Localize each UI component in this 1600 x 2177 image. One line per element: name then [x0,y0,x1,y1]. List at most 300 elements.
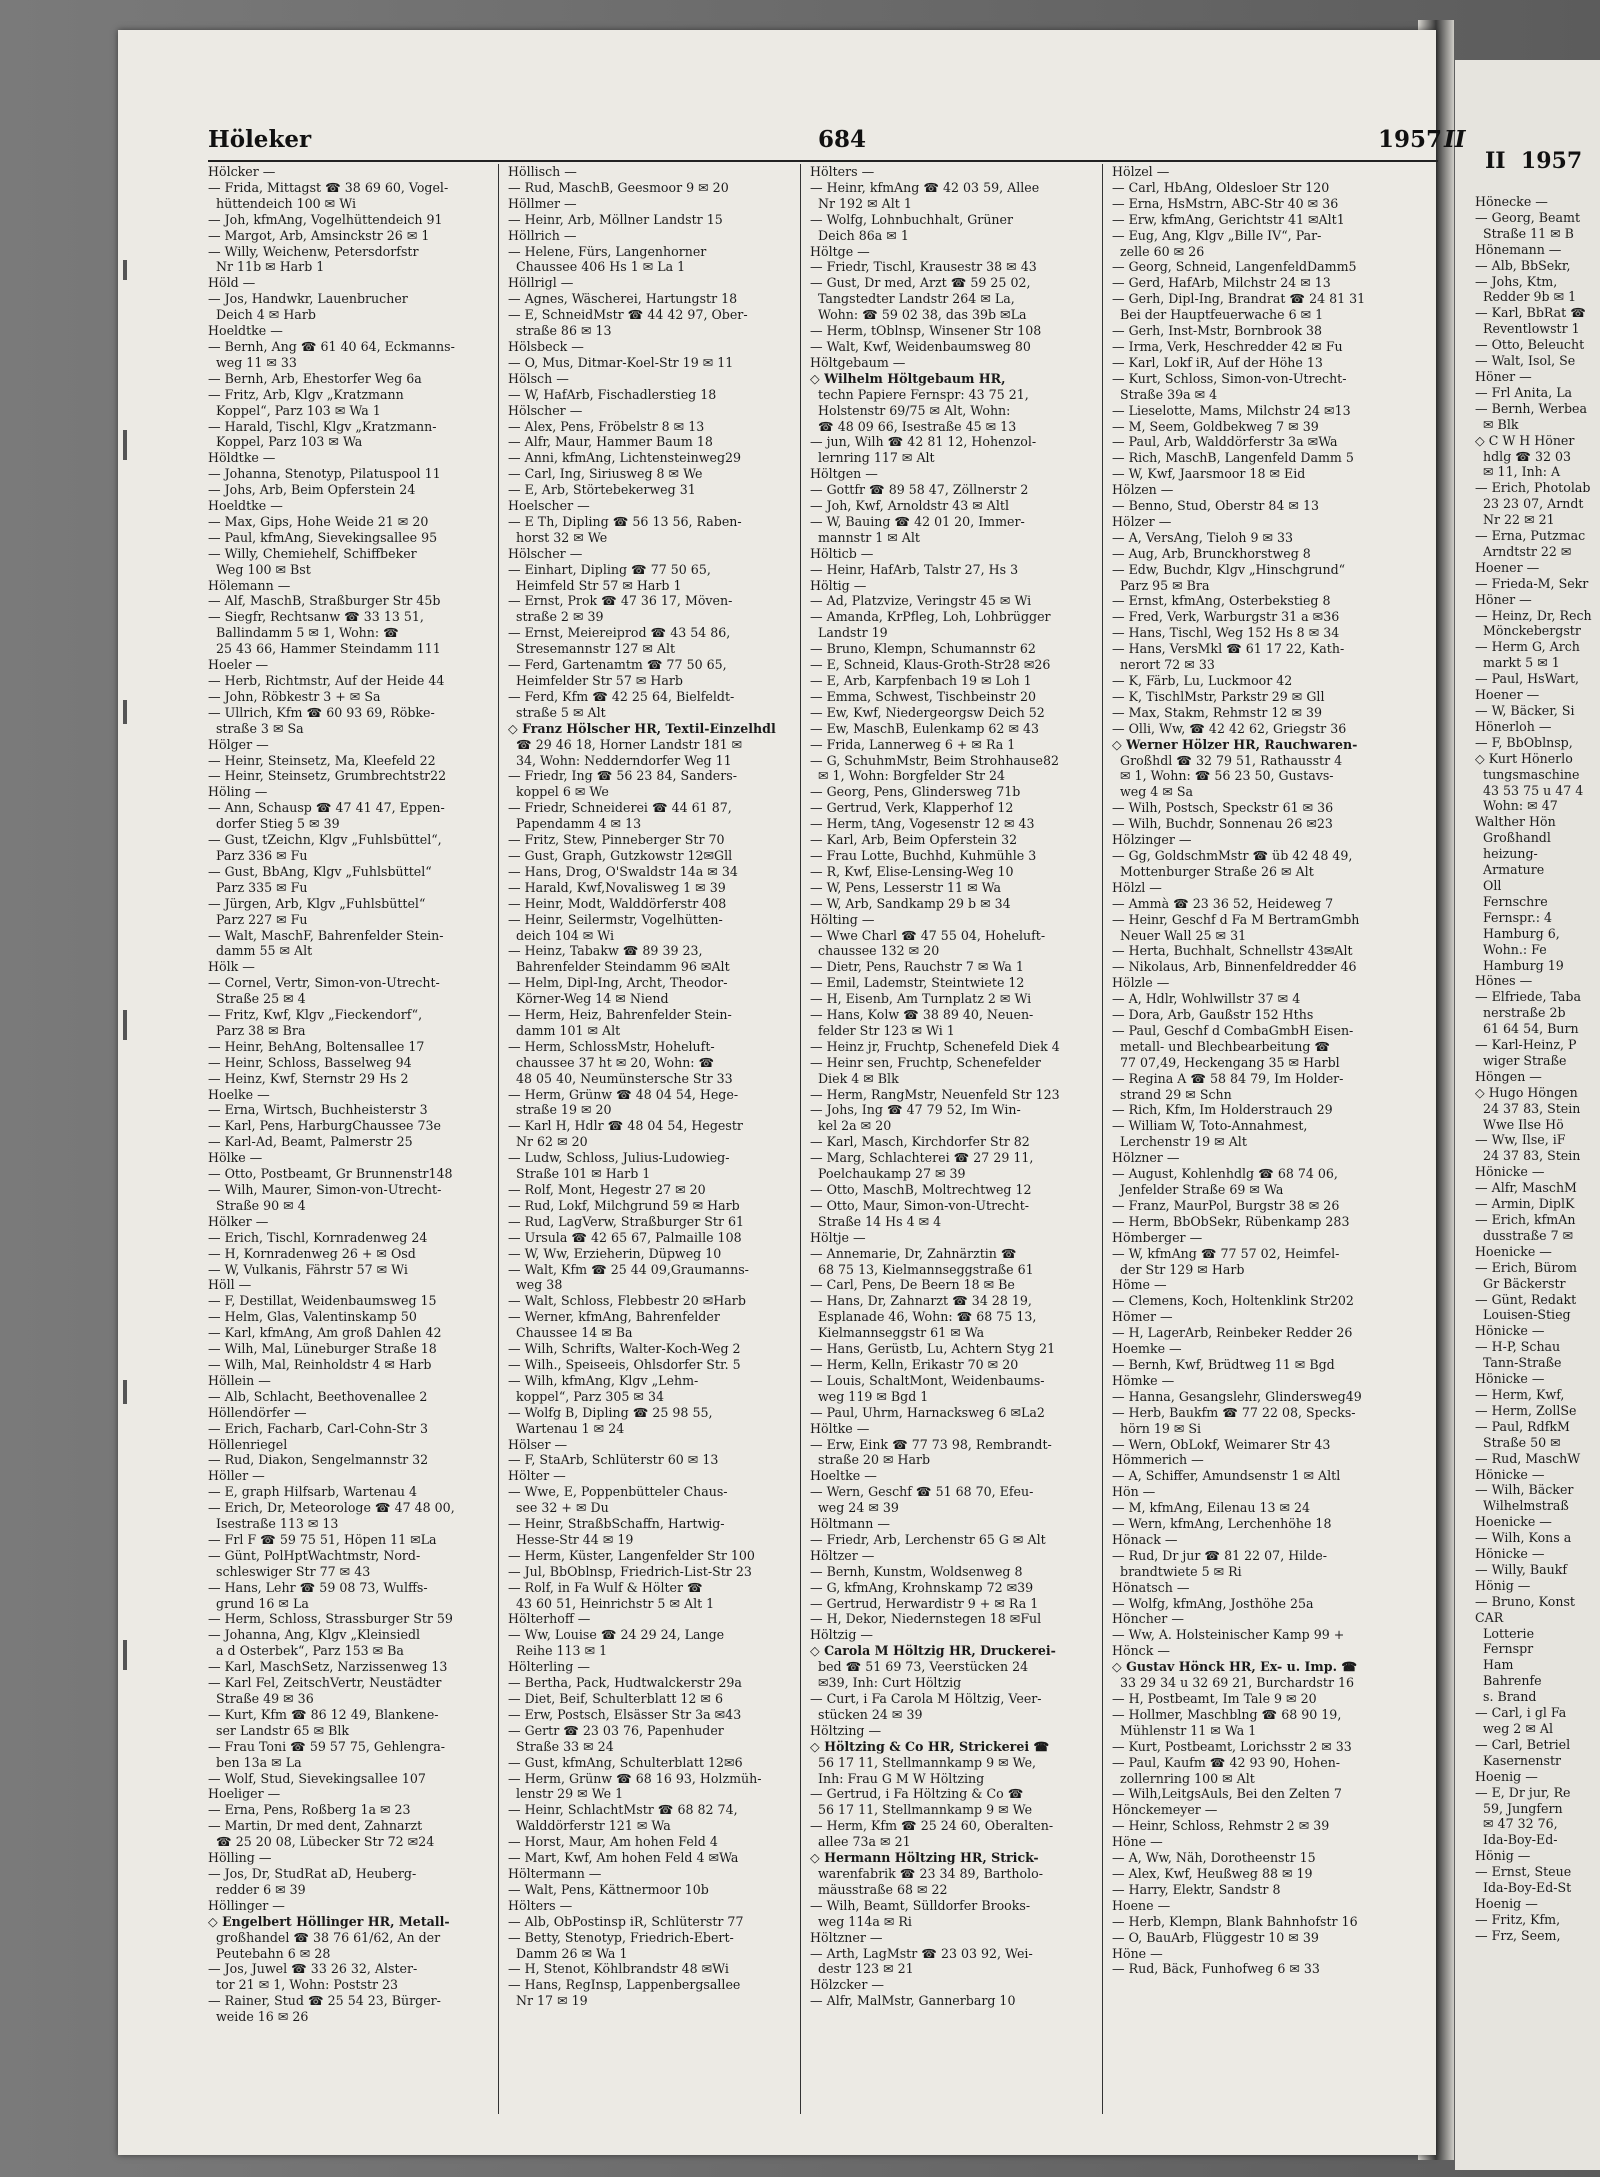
directory-entry-line: — Jul, BbOblnsp, Friedrich-List-Str 23 [508,1563,752,1579]
directory-entry-line: — Wern, kfmAng, Lerchenhöhe 18 [1112,1516,1332,1532]
directory-entry-line: — Walt, Schloss, Flebbestr 20 ✉Harb [508,1293,746,1309]
directory-entry-line: — Wwe, E, Poppenbütteler Chaus- [508,1484,728,1500]
right-page-entry-line: Hönicke — [1475,1323,1545,1339]
directory-entry-line: — Ernst, Prok ☎ 47 36 17, Möven- [508,593,733,609]
directory-entry-line: — Emma, Schwest, Tischbeinstr 20 [810,688,1037,704]
directory-entry-line: — W, HafArb, Fischadlerstieg 18 [508,386,717,402]
directory-entry-line: Höllenriegel [208,1436,288,1452]
directory-entry-line: koppel“, Parz 305 ✉ 34 [508,1388,664,1404]
directory-entry-line: — Wilh, Mal, Reinholdstr 4 ✉ Harb [208,1356,432,1372]
directory-entry-line: — Friedr, Ing ☎ 56 23 84, Sanders- [508,768,737,784]
directory-entry-line: — Ww, A. Holsteinischer Kamp 99 + [1112,1627,1345,1643]
directory-entry-line: — Wilh,LeitgsAuls, Bei den Zelten 7 [1112,1786,1342,1802]
directory-entry-line: Höltje — [810,1229,866,1245]
right-page-entry-line: markt 5 ✉ 1 [1475,655,1560,671]
directory-entry-line: Hölger — [208,736,269,752]
right-page-entry-line: Hamburg 6, [1475,925,1560,941]
directory-entry-line: — Willy, Chemiehelf, Schiffbeker [208,545,417,561]
directory-entry-line: ☎ 29 46 18, Horner Landstr 181 ✉ [508,736,743,752]
directory-entry-line: — E, Arb, Karpfenbach 19 ✉ Loh 1 [810,673,1032,688]
right-page-entry-line: nerstraße 2b [1475,1005,1566,1021]
directory-entry-line: — Jos, Juwel ☎ 33 26 32, Alster- [208,1961,418,1977]
directory-entry-line: Tangstedter Landstr 264 ✉ La, [810,291,1015,307]
directory-entry-line: — Paul, Uhrm, Harnacksweg 6 ✉La2 [810,1404,1045,1420]
directory-entry-line: — Heinz, Kwf, Sternstr 29 Hs 2 [208,1070,409,1086]
directory-entry-line: Höller — [208,1468,265,1484]
directory-entry-line: destr 123 ✉ 21 [810,1961,914,1977]
directory-entry-line: 43 60 51, Heinrichstr 5 ✉ Alt 1 [508,1595,715,1611]
directory-entry-line: — Hanna, Gesangslehr, Glindersweg49 [1112,1388,1362,1404]
directory-entry-line: Chaussee 406 Hs 1 ✉ La 1 [508,259,686,275]
directory-entry-line: — Wilh, Maurer, Simon-von-Utrecht- [208,1182,442,1197]
directory-entry-line: — Herm, Kelln, Erikastr 70 ✉ 20 [810,1356,1019,1372]
right-page-entry-line: Louisen-Stieg [1475,1307,1571,1323]
directory-entry-line: — Fred, Verk, Warburgstr 31 a ✉36 [1112,609,1340,625]
right-page-entry-line: 43 53 75 u 47 4 [1475,782,1584,798]
directory-entry-line: Hölsbeck — [508,338,584,354]
directory-entry-line: Höltgen — [810,466,878,482]
directory-entry-line: — Ferd, Gartenamtm ☎ 77 50 65, [508,657,727,673]
directory-entry-line: Hölter — [508,1468,566,1484]
directory-entry-line: Hölticb — [810,545,874,561]
right-page-entry-line: ◇ Hugo Höngen [1475,1084,1578,1100]
directory-entry-line: bed ☎ 51 69 73, Veerstücken 24 [810,1659,1029,1675]
right-page-entry-line: Mönckebergstr [1475,623,1581,639]
directory-entry-line: ser Landstr 65 ✉ Blk [208,1722,350,1738]
directory-entry-line: — Karl H, Hdlr ☎ 48 04 54, Hegestr [508,1118,743,1134]
directory-entry-line: — Irma, Verk, Heschredder 42 ✉ Fu [1112,338,1343,354]
directory-entry-line: — Ursula ☎ 42 65 67, Palmaille 108 [508,1229,742,1245]
directory-entry-line: Parz 95 ✉ Bra [1112,577,1210,593]
directory-entry-line: Höltgebaum — [810,354,906,370]
directory-entry-line: — O, BauArb, Flüggestr 10 ✉ 39 [1112,1929,1319,1945]
right-page-entry-line: — Georg, Beamt [1475,209,1580,225]
directory-entry-line: — Eug, Ang, Klgv „Bille IV“, Par- [1112,227,1322,243]
right-page-entry-line: Hönecke — [1475,194,1548,209]
directory-entry-line: — Erich, Facharb, Carl-Cohn-Str 3 [208,1420,429,1436]
directory-entry-line: — Alf, MaschB, Straßburger Str 45b [208,593,441,609]
directory-entry-line: — Cornel, Vertr, Simon-von-Utrecht- [208,975,440,991]
column-divider [800,164,801,2114]
right-page-entry-line: Wohn: ✉ 47 [1475,798,1558,814]
directory-entry-line: — Herm, Schloss, Strassburger Str 59 [208,1611,453,1627]
directory-entry-line: — Karl, Masch, Kirchdorfer Str 82 [810,1134,1030,1150]
directory-entry-line: — Kurt, Schloss, Simon-von-Utrecht- [1112,370,1347,386]
header-page-number: 684 [818,126,867,153]
directory-entry-line: — Wilh, kfmAng, Klgv „Lehm- [508,1372,699,1388]
directory-entry-line: — Ernst, kfmAng, Osterbekstieg 8 [1112,593,1331,609]
directory-entry-line: see 32 + ✉ Du [508,1500,609,1516]
right-page-entry-line: Fernspr [1475,1641,1534,1657]
directory-entry-line: — E, Schneid, Klaus-Groth-Str28 ✉26 [810,657,1051,673]
directory-entry-line: — Ann, Schausp ☎ 47 41 47, Eppen- [208,800,445,816]
directory-entry-line: Hoene — [1112,1897,1171,1913]
directory-entry-line: lenstr 29 ✉ We 1 [508,1786,624,1802]
directory-entry-line: zollernring 100 ✉ Alt [1112,1770,1255,1786]
directory-entry-line: chaussee 132 ✉ 20 [810,943,940,959]
directory-entry-line: — Wilh, Schrifts, Walter-Koch-Weg 2 [508,1341,741,1357]
directory-entry-line: — R, Kwf, Elise-Lensing-Weg 10 [810,863,1014,879]
directory-entry-line: Hölsch — [508,370,569,386]
directory-entry-line: — Harald, Tischl, Klgv „Kratzmann- [208,418,437,434]
directory-entry-line: — Alfr, Maur, Hammer Baum 18 [508,434,713,450]
directory-entry-line: — Lieselotte, Mams, Milchstr 24 ✉13 [1112,402,1351,418]
directory-entry-line: ben 13a ✉ La [208,1754,302,1770]
margin-mark [123,430,127,460]
directory-entry-line: Körner-Weg 14 ✉ Niend [508,991,669,1007]
directory-entry-line: — Gertrud, i Fa Höltzing & Co ☎ [810,1786,1024,1802]
directory-entry-line: — Joh, kfmAng, Vogelhüttendeich 91 [208,211,443,227]
directory-entry-line: — Georg, Schneid, LangenfeldDamm5 [1112,259,1357,275]
directory-entry-line: — Martin, Dr med dent, Zahnarzt [208,1818,423,1834]
directory-entry-line: allee 73a ✉ 21 [810,1834,911,1850]
directory-entry-line: — E, SchneidMstr ☎ 44 42 97, Ober- [508,307,748,323]
right-page-entry-line: — Alb, BbSekr, [1475,257,1571,273]
directory-entry-line: 56 17 11, Stellmannkamp 9 ✉ We, [810,1754,1037,1770]
right-page-entry-line: — Erna, Putzmac [1475,528,1586,544]
right-page-entry-line: hdlg ☎ 32 03 [1475,448,1572,464]
directory-entry-line: warenfabrik ☎ 23 34 89, Bartholo- [810,1865,1043,1881]
directory-entry-line: — Wolf, Stud, Sievekingsallee 107 [208,1770,426,1786]
right-page-entry-line: tungsmaschine [1475,766,1580,782]
directory-entry-line: — Gust, Dr med, Arzt ☎ 59 25 02, [810,275,1031,291]
right-page [1455,60,1600,2170]
directory-entry-line: 68 75 13, Kielmannseggstraße 61 [810,1261,1034,1277]
directory-entry-line: — Gottfr ☎ 89 58 47, Zöllnerstr 2 [810,482,1029,498]
directory-entry-line: — Heinr, SchlachtMstr ☎ 68 82 74, [508,1802,738,1818]
directory-entry-line: Hölzinger — [1112,832,1192,848]
right-page-entry-line: ◇ C W H Höner [1475,432,1575,448]
directory-entry-line: — Walt, Kfm ☎ 25 44 09,Graumanns- [508,1261,749,1277]
directory-entry-line: Hömmerich — [1112,1452,1204,1468]
directory-entry-line: — F, Destillat, Weidenbaumsweg 15 [208,1293,437,1309]
directory-entry-line: — W, Ww, Erzieherin, Düpweg 10 [508,1245,722,1261]
right-page-entry-line: Ida-Boy-Ed-St [1475,1880,1572,1896]
margin-mark [123,260,127,280]
directory-entry-line: — Hollmer, Maschblng ☎ 68 90 19, [1112,1706,1342,1722]
directory-entry-line: — Ferd, Kfm ☎ 42 25 64, Bielfeldt- [508,688,735,704]
directory-entry-line: Hönatsch — [1112,1579,1190,1595]
directory-entry-line: chaussee 37 ht ✉ 20, Wohn: ☎ [508,1054,715,1070]
directory-column-4 [1112,164,1392,2114]
directory-entry-line: — Ew, Kwf, Niedergeorgsw Deich 52 [810,704,1045,720]
directory-entry-line: — Ww, Louise ☎ 24 29 24, Lange [508,1627,725,1643]
directory-entry-line: Esplanade 46, Wohn: ☎ 68 75 13, [810,1309,1037,1325]
directory-entry-line: — Paul, Arb, Walddörferstr 3a ✉Wa [1112,434,1338,450]
directory-entry-line: — Hans, Dr, Zahnarzt ☎ 34 28 19, [810,1293,1032,1309]
right-page-entry-line: Lotterie [1475,1625,1535,1641]
directory-entry-line: a d Osterbek“, Parz 153 ✉ Ba [208,1643,404,1659]
directory-entry-line: — Harald, Kwf,Novalisweg 1 ✉ 39 [508,879,726,895]
right-page-entry-line: Hoenig — [1475,1768,1538,1784]
directory-entry-line: — Regina A ☎ 58 84 79, Im Holder- [1112,1070,1344,1086]
directory-entry-line: Jenfelder Straße 69 ✉ Wa [1112,1182,1284,1197]
directory-entry-line: — K, TischlMstr, Parkstr 29 ✉ Gll [1112,688,1325,704]
directory-entry-line: weg 11 ✉ 33 [208,354,297,370]
directory-entry-line: — Wilh., Speiseeis, Ohlsdorfer Str. 5 [508,1356,741,1372]
directory-entry-line: — Rich, MaschB, Langenfeld Damm 5 [1112,450,1354,466]
directory-entry-line: Hölting — [810,911,875,927]
right-page-column [1475,194,1600,2144]
directory-entry-line: — Erw, Eink ☎ 77 73 98, Rembrandt- [810,1436,1052,1452]
right-page-entry-line: — Paul, HsWart, [1475,671,1580,687]
directory-entry-line: — Benno, Stud, Oberstr 84 ✉ 13 [1112,498,1319,514]
directory-entry-line: — Ew, MaschB, Eulenkamp 62 ✉ 43 [810,720,1040,736]
directory-entry-line: hüttendeich 100 ✉ Wi [208,195,356,211]
right-page-entry-line: — Armin, DiplK [1475,1196,1575,1212]
directory-entry-line: Inh: Frau G M W Höltzing [810,1770,985,1786]
directory-entry-line: Höllisch — [508,164,577,179]
directory-entry-line: — Rud, Diakon, Sengelmannstr 32 [208,1452,429,1468]
directory-entry-line: — Helm, Glas, Valentinskamp 50 [208,1309,417,1325]
directory-entry-line: — Alex, Pens, Fröbelstr 8 ✉ 13 [508,418,705,434]
right-page-entry-line: Fernspr.: 4 [1475,909,1553,925]
directory-entry-line: — Karl-Ad, Beamt, Palmerstr 25 [208,1134,413,1150]
directory-entry-line: — Rolf, in Fa Wulf & Hölter ☎ [508,1579,703,1595]
directory-entry-line: — Carl, HbAng, Oldesloer Str 120 [1112,179,1330,195]
directory-entry-line: — Frau Toni ☎ 59 57 75, Gehlengra- [208,1738,445,1754]
directory-entry-line: — Margot, Arb, Amsinckstr 26 ✉ 1 [208,227,430,243]
directory-entry-line: — Alb, Schlacht, Beethovenallee 2 [208,1388,428,1404]
directory-entry-line: Hölzcker — [810,1977,884,1993]
right-page-entry-line: — Johs, Ktm, [1475,273,1558,289]
directory-entry-line: Hölzel — [1112,164,1170,179]
directory-entry-line: — Gerd, HafArb, Milchstr 24 ✉ 13 [1112,275,1331,291]
right-page-entry-line: 24 37 83, Stein [1475,1100,1581,1116]
directory-entry-line: redder 6 ✉ 39 [208,1881,306,1897]
right-page-entry-line: Fernschre [1475,893,1548,909]
directory-entry-line: koppel 6 ✉ We [508,784,609,800]
right-page-entry-line: Straße 50 ✉ [1475,1434,1561,1450]
directory-entry-line: — Carl, Ing, Siriusweg 8 ✉ We [508,466,703,482]
directory-entry-line: — Erw, Postsch, Elsässer Str 3a ✉43 [508,1706,742,1722]
directory-entry-line: Hoeldtke — [208,498,283,514]
directory-entry-line: — Paul, kfmAng, Sievekingsallee 95 [208,529,438,545]
directory-entry-line: — Johs, Ing ☎ 47 79 52, Im Win- [810,1102,1021,1118]
directory-entry-line: ✉39, Inh: Curt Höltzig [810,1675,962,1691]
directory-entry-line: — Otto, Postbeamt, Gr Brunnenstr148 [208,1166,453,1182]
directory-entry-line: Hölters — [508,1897,573,1913]
directory-entry-line: ✉ 1, Wohn: Borgfelder Str 24 [810,768,1006,784]
right-page-entry-line: — Erich, kfmAn [1475,1212,1576,1227]
directory-entry-line: — Jos, Handwkr, Lauenbrucher [208,291,408,307]
directory-entry-line: Hölker — [208,1213,269,1229]
directory-entry-line: — Wilh, Beamt, Sülldorfer Brooks- [810,1897,1031,1913]
directory-entry-line: Hoeldtke — [208,323,283,339]
right-page-entry-line: — Ernst, Steue [1475,1864,1572,1880]
directory-entry-line: straße 20 ✉ Harb [810,1452,931,1468]
directory-entry-line: — Olli, Ww, ☎ 42 42 62, Griegstr 36 [1112,720,1347,736]
directory-entry-line: Höne — [1112,1834,1163,1850]
directory-entry-line: — H, Dekor, Niedernstegen 18 ✉Ful [810,1611,1042,1627]
directory-entry-line: — Gertr ☎ 23 03 76, Papenhuder [508,1722,724,1738]
directory-entry-line: Papendamm 4 ✉ 13 [508,816,642,832]
directory-entry-line: — Helm, Dipl-Ing, Archt, Theodor- [508,975,728,991]
right-page-entry-line: — Erich, Bürom [1475,1259,1577,1275]
right-page-entry-line: Hönes — [1475,973,1533,989]
directory-entry-line: Hölzl — [1112,879,1162,895]
directory-entry-line: — Hans, VersMkl ☎ 61 17 22, Kath- [1112,641,1345,657]
right-page-entry-line: — W, Bäcker, Si [1475,703,1575,718]
directory-entry-line: — Herm, tAng, Vogesenstr 12 ✉ 43 [810,816,1035,832]
directory-entry-line: Höme — [1112,1277,1167,1293]
right-page-entry-line: — Erich, Photolab [1475,480,1591,496]
directory-entry-line: — W, kfmAng ☎ 77 57 02, Heimfel- [1112,1245,1340,1261]
directory-entry-line: Hön — [1112,1484,1156,1500]
directory-entry-line: ◇ Engelbert Höllinger HR, Metall- [208,1913,450,1929]
directory-entry-line: Hoemke — [1112,1341,1182,1357]
directory-column-1 [208,164,488,2114]
directory-entry-line: — Annemarie, Dr, Zahnärztin ☎ [810,1245,1017,1261]
directory-entry-line: — Gg, GoldschmMstr ☎ üb 42 48 49, [1112,847,1353,863]
directory-entry-line: weg 24 ✉ 39 [810,1500,899,1516]
directory-entry-line: — Bernh, Ang ☎ 61 40 64, Eckmanns- [208,338,455,354]
directory-entry-line: nerort 72 ✉ 33 [1112,657,1215,673]
directory-entry-line: deich 104 ✉ Wi [508,927,615,943]
directory-entry-line: — Georg, Pens, Glindersweg 71b [810,784,1021,800]
directory-entry-line: Peutebahn 6 ✉ 28 [208,1945,331,1961]
right-page-entry-line: Nr 22 ✉ 21 [1475,512,1555,528]
directory-entry-line: Hölzner — [1112,1150,1180,1166]
page-header [208,120,1466,162]
right-page-entry-line: Hönemann — [1475,241,1562,257]
directory-entry-line: kel 2a ✉ 20 [810,1118,892,1134]
right-page-entry-line: s. Brand [1475,1689,1537,1705]
right-page-entry-line: Höner — [1475,368,1532,384]
right-page-entry-line: Bahrenfe [1475,1673,1542,1689]
directory-entry-line: — Dora, Arb, Gaußstr 152 Hths [1112,1007,1314,1023]
margin-mark [123,700,127,724]
directory-entry-line: zelle 60 ✉ 26 [1112,243,1205,259]
right-page-entry-line: Arndtstr 22 ✉ [1475,543,1572,559]
directory-entry-line: — Rud, LagVerw, Straßburger Str 61 [508,1213,744,1229]
directory-entry-line: — Gertrud, Herwardistr 9 + ✉ Ra 1 [810,1595,1039,1611]
directory-entry-line: Großhdl ☎ 32 79 51, Rathausstr 4 [1112,752,1343,768]
directory-entry-line: ☎ 48 09 66, Isestraße 45 ✉ 13 [810,418,1017,434]
directory-entry-line: — Gust, Graph, Gutzkowstr 12✉Gll [508,847,733,863]
directory-entry-line: — Heinr, Steinsetz, Grumbrechtstr22 [208,768,447,784]
directory-entry-line: ◇ Hermann Höltzing HR, Strick- [810,1850,1039,1866]
directory-entry-line: tor 21 ✉ 1, Wohn: Poststr 23 [208,1977,399,1993]
directory-entry-line: ◇ Gustav Hönck HR, Ex- u. Imp. ☎ [1112,1659,1358,1675]
header-part: II [1444,126,1466,153]
right-page-entry-line: 23 23 07, Arndt [1475,496,1584,512]
directory-entry-line: Straße 90 ✉ 4 [208,1197,306,1213]
directory-entry-line: Hoelke — [208,1086,270,1102]
directory-entry-line: Höltzing — [810,1722,882,1738]
directory-entry-line: — Franz, MaurPol, Burgstr 38 ✉ 26 [1112,1197,1340,1213]
directory-entry-line: 34, Wohn: Nedderndorfer Weg 11 [508,752,732,768]
directory-entry-line: Holstenstr 69/75 ✉ Alt, Wohn: [810,402,1011,418]
directory-entry-line: — Max, Stakm, Rehmstr 12 ✉ 39 [1112,704,1323,720]
directory-entry-line: — E, Arb, Störtebekerweg 31 [508,482,696,498]
directory-entry-line: — August, Kohlenhdlg ☎ 68 74 06, [1112,1166,1338,1182]
directory-entry-line: Hölscher — [508,545,583,561]
right-page-entry-line: Walther Hön [1475,814,1556,830]
right-page-entry-line: Redder 9b ✉ 1 [1475,289,1577,305]
directory-entry-line: — G, kfmAng, Krohnskamp 72 ✉39 [810,1579,1034,1595]
right-page-entry-line: Großhandl [1475,830,1551,846]
directory-entry-line: Neuer Wall 25 ✉ 31 [1112,927,1247,943]
directory-entry-line: — Heinr, Schloss, Basselweg 94 [208,1054,412,1070]
directory-entry-line: — Wolfg, Lohnbuchhalt, Grüner [810,211,1014,227]
directory-entry-line: — Paul, Kaufm ☎ 42 93 90, Hohen- [1112,1754,1341,1770]
right-page-entry-line: Hoenicke — [1475,1243,1552,1259]
directory-entry-line: — Erich, Dr, Meteorologe ☎ 47 48 00, [208,1500,455,1516]
right-page-entry-line: Tann-Straße [1475,1355,1562,1371]
directory-entry-line: — Fritz, Kwf, Klgv „Fieckendorf“, [208,1007,423,1023]
right-page-entry-line: — Frz, Seem, [1475,1927,1561,1943]
directory-entry-line: — Heinr, StraßbSchaffn, Hartwig- [508,1516,725,1532]
directory-entry-line: Stresemannstr 127 ✉ Alt [508,641,676,657]
directory-entry-line: — Betty, Stenotyp, Friedrich-Ebert- [508,1929,734,1945]
column-divider [498,164,499,2114]
directory-entry-line: — A, Hdlr, Wohlwillstr 37 ✉ 4 [1112,991,1301,1007]
directory-entry-line: Hölscher — [508,402,583,418]
directory-entry-line: straße 86 ✉ 13 [508,323,612,339]
directory-entry-line: — E Th, Dipling ☎ 56 13 56, Raben- [508,513,742,529]
directory-entry-line: Damm 26 ✉ Wa 1 [508,1945,628,1961]
directory-entry-line: schleswiger Str 77 ✉ 43 [208,1563,371,1579]
directory-entry-line: — Herm, RangMstr, Neuenfeld Str 123 [810,1086,1060,1102]
directory-entry-line: Höll — [208,1277,252,1293]
directory-entry-line: — Emil, Lademstr, Steintwiete 12 [810,975,1025,991]
directory-entry-line: — Willy, Weichenw, Petersdorfstr [208,243,419,259]
directory-entry-line: — Rolf, Mont, Hegestr 27 ✉ 20 [508,1182,706,1197]
directory-entry-line: — Edw, Buchdr, Klgv „Hinschgrund“ [1112,561,1346,577]
directory-entry-line: — Paul, Geschf d CombaGmbH Eisen- [1112,1022,1354,1038]
directory-entry-line: Hoelscher — [508,498,590,514]
directory-entry-line: — Aug, Arb, Brunckhorstweg 8 [1112,545,1311,561]
directory-entry-line: — Karl, Pens, HarburgChaussee 73e [208,1118,441,1134]
right-page-entry-line: — Herm G, Arch [1475,639,1580,655]
directory-entry-line: — W, Pens, Lesserstr 11 ✉ Wa [810,879,1001,895]
directory-entry-line: Nr 192 ✉ Alt 1 [810,195,912,211]
directory-entry-line: ◇ Franz Hölscher HR, Textil-Einzelhdl [508,720,776,736]
directory-entry-line: — Helene, Fürs, Langenhorner [508,243,707,259]
right-page-entry-line: ◇ Kurt Hönerlo [1475,750,1573,766]
directory-entry-line: Höncher — [1112,1611,1184,1627]
directory-entry-line: — Gertrud, Verk, Klapperhof 12 [810,800,1014,816]
directory-entry-line: — Jos, Dr, StudRat aD, Heuberg- [208,1865,417,1881]
directory-entry-line: — Hans, Drog, O'Swaldstr 14a ✉ 34 [508,863,738,879]
directory-entry-line: — G, SchuhmMstr, Beim Strohhause82 [810,752,1059,768]
directory-entry-line: — Bruno, Klempn, Schumannstr 62 [810,641,1036,657]
directory-entry-line: Straße 14 Hs 4 ✉ 4 [810,1213,942,1229]
right-page-entry-line: — Carl, i gl Fa [1475,1705,1567,1721]
directory-entry-line: 48 05 40, Neumünstersche Str 33 [508,1070,733,1086]
directory-entry-line: ◇ Wilhelm Höltgebaum HR, [810,370,1006,386]
directory-entry-line: — Arth, LagMstr ☎ 23 03 92, Wei- [810,1945,1033,1961]
right-page-entry-line: — Rud, MaschW [1475,1450,1581,1466]
directory-entry-line: Höltge — [810,243,870,259]
directory-entry-line: metall- und Blechbearbeitung ☎ [1112,1038,1331,1054]
right-page-entry-line: — Ww, Ilse, iF [1475,1132,1566,1148]
directory-entry-line: — Heinr, Schloss, Rehmstr 2 ✉ 39 [1112,1818,1330,1834]
directory-entry-line: Deich 4 ✉ Harb [208,307,316,323]
directory-entry-line: Hömke — [1112,1372,1175,1388]
directory-entry-line: — Johs, Arb, Beim Opferstein 24 [208,482,416,498]
directory-entry-line: — F, StaArb, Schlüterstr 60 ✉ 13 [508,1452,719,1468]
directory-entry-line: — Mart, Kwf, Am hohen Feld 4 ✉Wa [508,1850,739,1866]
right-page-entry-line: — Otto, Beleucht [1475,337,1585,353]
directory-entry-line: Höling — [208,784,268,800]
directory-entry-line: Nr 17 ✉ 19 [508,1993,588,2009]
directory-entry-line: — Max, Gips, Hohe Weide 21 ✉ 20 [208,513,429,529]
directory-entry-line: — K, Färb, Lu, Luckmoor 42 [1112,673,1293,688]
directory-entry-line: — Agnes, Wäscherei, Hartungstr 18 [508,291,738,307]
directory-entry-line: — Herm, BbObSekr, Rübenkamp 283 [1112,1213,1350,1229]
